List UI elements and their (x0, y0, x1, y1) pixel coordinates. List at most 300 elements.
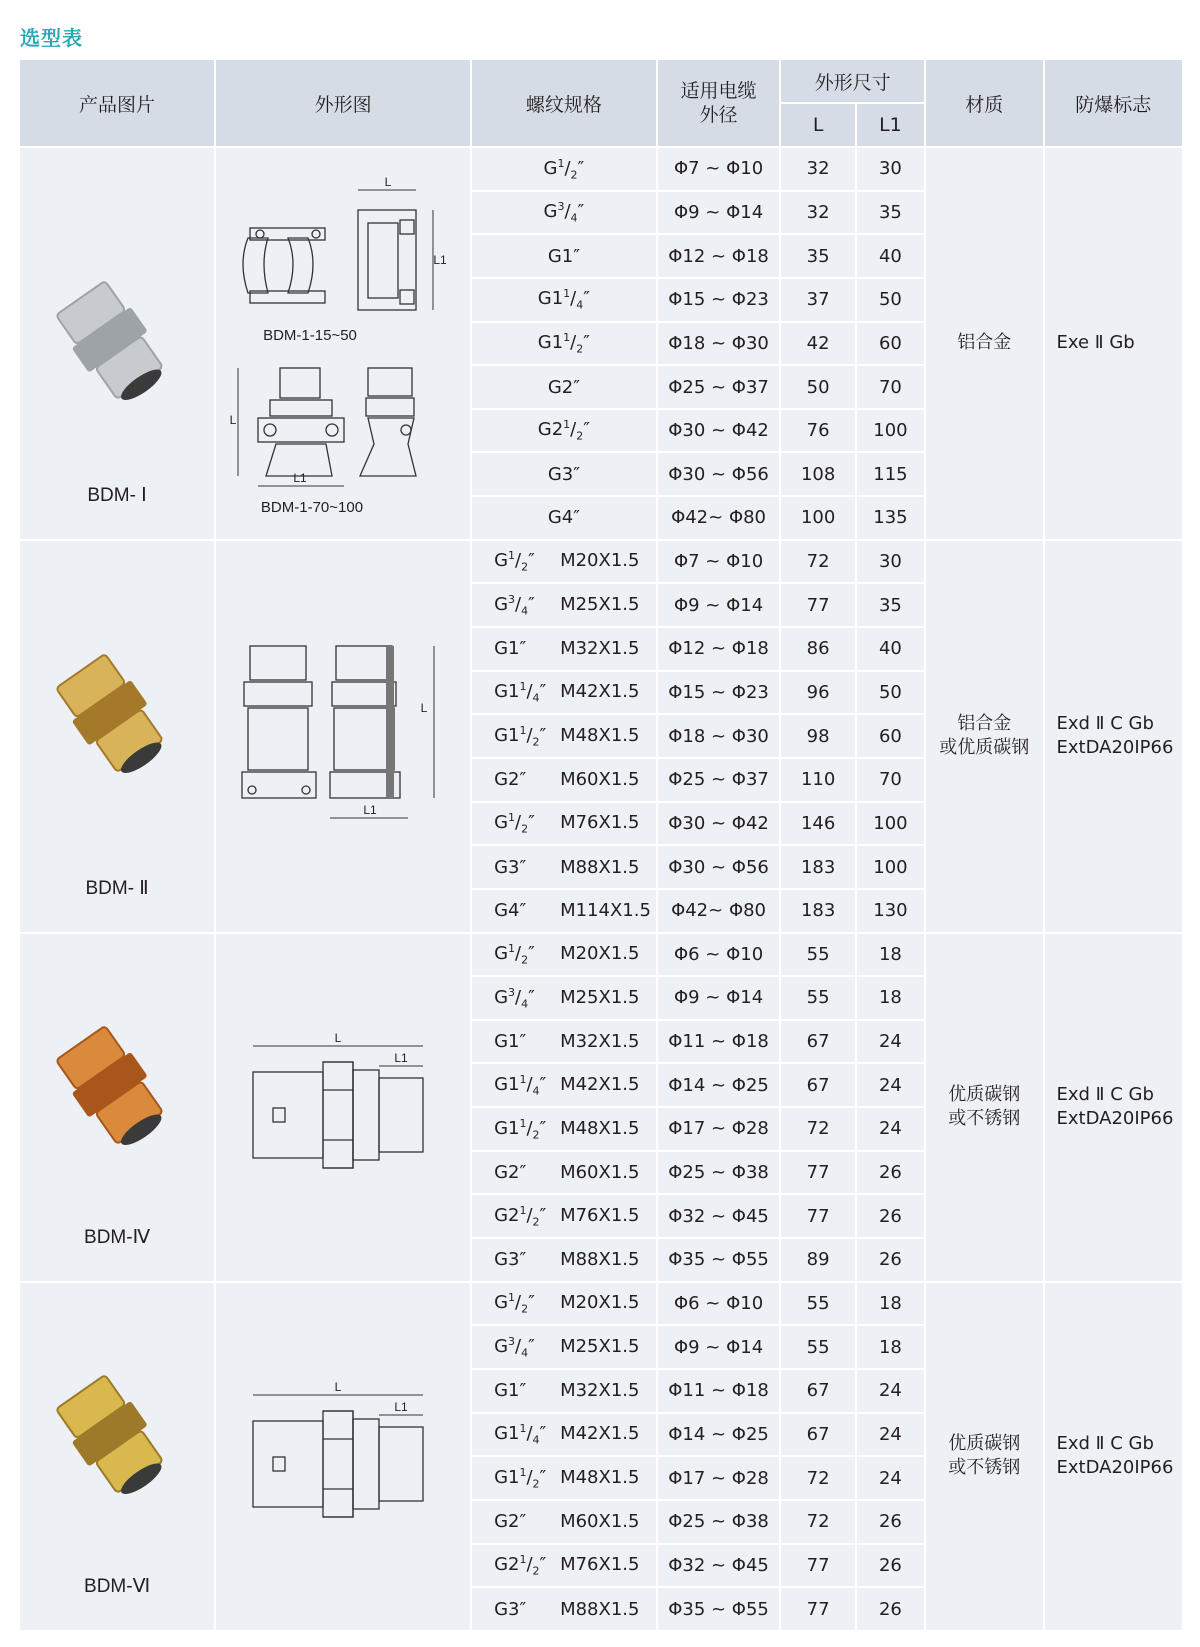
ex-mark-line: Exe Ⅱ Gb (1056, 332, 1135, 354)
thread-slash: / (526, 724, 533, 746)
outline-cell (216, 541, 470, 934)
thread-slash: / (526, 1423, 533, 1445)
product-cell (20, 148, 214, 541)
dim-L1-cell: 60 (857, 715, 924, 759)
thread-cell (472, 366, 656, 410)
dim-L-cell: 67 (781, 1064, 854, 1108)
dim-L1-cell: 24 (857, 1108, 924, 1152)
thread-imperial (472, 331, 656, 356)
thread-imperial (472, 377, 656, 398)
material-cell (926, 1283, 1042, 1632)
dim-L1-cell: 26 (857, 1501, 924, 1545)
thread-metric: M25X1.5 (560, 1335, 640, 1357)
cable-od-cell: Φ25 ~ Φ37 (658, 759, 780, 803)
thread-metric: M88X1.5 (560, 1249, 640, 1271)
page-title: 选型表 (20, 26, 83, 50)
dim-L-cell: 55 (781, 977, 854, 1021)
product-cell (20, 934, 214, 1283)
thread-slash: / (515, 943, 522, 965)
ex-mark-cell (1045, 541, 1183, 934)
dim-L1-cell: 40 (857, 628, 924, 672)
dim-L-cell: 35 (781, 235, 854, 279)
thread-metric: M32X1.5 (560, 1380, 640, 1402)
cable-od-cell: Φ9 ~ Φ14 (658, 1326, 780, 1370)
thread-cell (472, 279, 656, 323)
header-outline: 外形图 (216, 60, 470, 148)
cable-od-cell: Φ11 ~ Φ18 (658, 1021, 780, 1065)
thread-numerator: 1 (557, 156, 565, 170)
thread-imperial (472, 287, 656, 312)
thread-denominator: 2 (576, 429, 584, 443)
ex-mark-cell (1045, 934, 1183, 1283)
thread-base: G (494, 593, 509, 615)
dim-L-cell: 96 (781, 672, 854, 716)
thread-inch-mark: ″ (528, 986, 535, 1008)
table-row (20, 541, 1182, 585)
ex-mark-cell (1045, 148, 1183, 541)
cable-od-cell: Φ17 ~ Φ28 (658, 1457, 780, 1501)
thread-cell (472, 1152, 656, 1196)
thread-numerator: 1 (519, 1465, 527, 1479)
thread-metric: M76X1.5 (560, 812, 640, 834)
dim-L-cell: 146 (781, 803, 854, 847)
product-name: BDM-Ⅵ (84, 1576, 151, 1598)
thread-base: G2″ (547, 376, 580, 398)
dim-L-cell: 55 (781, 1326, 854, 1370)
thread-slash: / (526, 1117, 533, 1139)
drawing-label: L1 (394, 1051, 408, 1066)
thread-base: G3″ (494, 856, 527, 878)
thread-base: G (494, 1335, 509, 1357)
dim-L1-cell: 26 (857, 1195, 924, 1239)
thread-numerator: 1 (519, 680, 527, 694)
outline-drawing (243, 1032, 443, 1182)
drawing-label: BDM-1-70~100 (261, 499, 364, 517)
cable-od-cell: Φ32 ~ Φ45 (658, 1545, 780, 1589)
thread-imperial (472, 1291, 560, 1316)
material-cell (926, 541, 1042, 934)
cable-od-cell: Φ35 ~ Φ55 (658, 1588, 780, 1632)
thread-imperial (472, 1117, 560, 1142)
thread-cell (472, 1064, 656, 1108)
dim-L-cell: 108 (781, 453, 854, 497)
thread-slash: / (526, 1204, 533, 1226)
thread-imperial (472, 900, 560, 921)
thread-imperial (472, 157, 656, 182)
cable-od-cell: Φ32 ~ Φ45 (658, 1195, 780, 1239)
dim-L1-cell: 30 (857, 148, 924, 192)
thread-inch-mark: ″ (583, 419, 590, 441)
dim-L1-cell: 135 (857, 497, 924, 541)
cable-od-cell: Φ7 ~ Φ10 (658, 148, 780, 192)
thread-inch-mark: ″ (539, 681, 547, 703)
cable-od-cell: Φ14 ~ Φ25 (658, 1414, 780, 1458)
thread-metric: M114X1.5 (560, 900, 651, 922)
dim-L1-cell: 24 (857, 1414, 924, 1458)
dim-L1-cell: 70 (857, 366, 924, 410)
thread-metric: M32X1.5 (560, 638, 640, 660)
thread-inch-mark: ″ (539, 1554, 547, 1576)
thread-imperial (472, 1599, 560, 1620)
thread-base: G (494, 812, 509, 834)
thread-denominator: 4 (576, 299, 584, 313)
thread-cell (472, 584, 656, 628)
thread-metric: M42X1.5 (560, 1423, 640, 1445)
header-L: L (781, 104, 854, 148)
dim-L1-cell: 40 (857, 235, 924, 279)
thread-numerator: 1 (508, 549, 516, 563)
cable-od-cell: Φ25 ~ Φ37 (658, 366, 780, 410)
thread-denominator: 2 (570, 168, 578, 182)
thread-inch-mark: ″ (539, 1466, 547, 1488)
cable-od-cell: Φ12 ~ Φ18 (658, 235, 780, 279)
cable-od-cell: Φ42~ Φ80 (658, 890, 780, 934)
thread-metric: M32X1.5 (560, 1031, 640, 1053)
product-cell (20, 541, 214, 934)
thread-cell (472, 977, 656, 1021)
thread-base: G1 (494, 1466, 520, 1488)
thread-metric: M42X1.5 (560, 1073, 640, 1095)
thread-base: G1 (537, 332, 564, 354)
thread-base: G2″ (494, 1511, 527, 1533)
thread-slash: / (515, 1292, 522, 1314)
thread-inch-mark: ″ (539, 1117, 547, 1139)
thread-base: G4″ (494, 900, 527, 922)
thread-metric: M20X1.5 (560, 943, 640, 965)
thread-base: G3″ (494, 1249, 527, 1271)
thread-slash: / (515, 812, 522, 834)
header-product-image: 产品图片 (20, 60, 214, 148)
thread-metric: M76X1.5 (560, 1204, 640, 1226)
thread-imperial (472, 200, 656, 225)
material-line: 或优质碳钢 (939, 737, 1030, 759)
ex-mark-line: Exd Ⅱ C Gb (1056, 1433, 1154, 1455)
thread-base: G (494, 986, 509, 1008)
thread-denominator: 4 (521, 997, 529, 1011)
cable-od-cell: Φ18 ~ Φ30 (658, 323, 780, 367)
dim-L-cell: 76 (781, 410, 854, 454)
dim-L1-cell: 18 (857, 1283, 924, 1327)
cable-od-cell: Φ30 ~ Φ42 (658, 410, 780, 454)
thread-denominator: 2 (576, 342, 584, 356)
thread-metric: M20X1.5 (560, 1292, 640, 1314)
thread-imperial (472, 1335, 560, 1360)
dim-L1-cell: 26 (857, 1588, 924, 1632)
thread-slash: / (526, 1554, 533, 1576)
dim-L1-cell: 30 (857, 541, 924, 585)
dim-L-cell: 77 (781, 1152, 854, 1196)
header-thread: 螺纹规格 (472, 60, 656, 148)
dim-L1-cell: 60 (857, 323, 924, 367)
cable-od-cell: Φ18 ~ Φ30 (658, 715, 780, 759)
dim-L1-cell: 70 (857, 759, 924, 803)
thread-numerator: 3 (508, 1334, 516, 1348)
dim-L-cell: 77 (781, 1545, 854, 1589)
thread-denominator: 2 (521, 822, 529, 836)
thread-inch-mark: ″ (528, 550, 535, 572)
thread-denominator: 4 (521, 604, 529, 618)
thread-imperial (472, 246, 656, 267)
thread-base: G (543, 201, 558, 223)
dim-L1-cell: 26 (857, 1545, 924, 1589)
dim-L1-cell: 130 (857, 890, 924, 934)
dim-L-cell: 72 (781, 541, 854, 585)
outline-cell (216, 934, 470, 1283)
material-line: 铝合金 (957, 332, 1012, 354)
drawing-label: L (334, 1381, 342, 1395)
dim-L-cell: 110 (781, 759, 854, 803)
thread-numerator: 1 (563, 331, 571, 345)
thread-imperial (472, 507, 656, 528)
thread-inch-mark: ″ (577, 201, 585, 223)
thread-cell (472, 628, 656, 672)
ex-mark-line: ExtDA20IP66 (1056, 1457, 1174, 1479)
thread-cell (472, 1326, 656, 1370)
thread-base: G2″ (494, 1162, 527, 1184)
thread-base: G2 (494, 1204, 520, 1226)
thread-denominator: 2 (532, 1215, 540, 1229)
header-cable-od-line2: 外径 (699, 104, 738, 126)
cable-od-cell: Φ30 ~ Φ42 (658, 803, 780, 847)
thread-base: G2″ (494, 769, 527, 791)
thread-numerator: 1 (519, 723, 527, 737)
thread-cell (472, 453, 656, 497)
thread-inch-mark: ″ (539, 1073, 547, 1095)
thread-slash: / (526, 1466, 533, 1488)
thread-imperial (472, 942, 560, 967)
thread-slash: / (515, 593, 522, 615)
cable-od-cell: Φ35 ~ Φ55 (658, 1239, 780, 1283)
drawing-label: L (420, 701, 427, 716)
thread-cell (472, 1195, 656, 1239)
thread-denominator: 4 (532, 1084, 540, 1098)
product-name: BDM- Ⅱ (85, 877, 149, 899)
thread-slash: / (526, 681, 533, 703)
dim-L1-cell: 100 (857, 410, 924, 454)
thread-slash: / (515, 1335, 522, 1357)
product-photo (42, 1013, 182, 1163)
thread-denominator: 2 (532, 1564, 540, 1578)
thread-numerator: 1 (508, 1291, 516, 1305)
dim-L1-cell: 50 (857, 672, 924, 716)
cable-od-cell: Φ15 ~ Φ23 (658, 279, 780, 323)
header-cable-od-line1: 适用电缆 (680, 80, 757, 102)
thread-cell (472, 715, 656, 759)
dim-L1-cell: 35 (857, 192, 924, 236)
material-line: 或不锈钢 (948, 1457, 1021, 1479)
thread-slash: / (515, 550, 522, 572)
thread-cell (472, 1414, 656, 1458)
table-row (20, 934, 1182, 978)
thread-metric: M88X1.5 (560, 1598, 640, 1620)
thread-metric: M48X1.5 (560, 724, 640, 746)
product-name: BDM-Ⅳ (84, 1227, 151, 1249)
thread-imperial (472, 1380, 560, 1401)
product-wrap (20, 1292, 214, 1620)
thread-imperial (472, 1162, 560, 1183)
material-line: 优质碳钢 (948, 1084, 1021, 1106)
thread-slash: / (570, 332, 577, 354)
dim-L-cell: 67 (781, 1370, 854, 1414)
cable-od-cell: Φ25 ~ Φ38 (658, 1152, 780, 1196)
thread-base: G1 (494, 681, 520, 703)
thread-cell (472, 1545, 656, 1589)
thread-metric: M25X1.5 (560, 593, 640, 615)
header-cable-od (658, 60, 780, 148)
dim-L-cell: 55 (781, 934, 854, 978)
thread-inch-mark: ″ (539, 724, 547, 746)
thread-base: G3″ (547, 463, 580, 485)
thread-cell (472, 672, 656, 716)
thread-metric: M60X1.5 (560, 1511, 640, 1533)
thread-metric: M25X1.5 (560, 986, 640, 1008)
ex-mark-line: Exd Ⅱ C Gb (1056, 1084, 1154, 1106)
dim-L-cell: 55 (781, 1283, 854, 1327)
drawing-label: L (334, 1032, 342, 1046)
thread-cell (472, 1457, 656, 1501)
ex-mark-line: ExtDA20IP66 (1056, 737, 1174, 759)
thread-cell (472, 1021, 656, 1065)
thread-numerator: 1 (508, 811, 516, 825)
thread-imperial (472, 464, 656, 485)
drawing-label: L1 (394, 1400, 408, 1415)
thread-denominator: 2 (532, 1128, 540, 1142)
thread-base: G3″ (494, 1598, 527, 1620)
dim-L-cell: 67 (781, 1021, 854, 1065)
material-cell (926, 934, 1042, 1283)
thread-imperial (472, 418, 656, 443)
thread-slash: / (570, 288, 577, 310)
thread-inch-mark: ″ (539, 1204, 547, 1226)
cable-od-cell: Φ9 ~ Φ14 (658, 192, 780, 236)
product-wrap (20, 158, 214, 529)
dim-L1-cell: 24 (857, 1021, 924, 1065)
thread-denominator: 4 (570, 211, 578, 225)
dim-L-cell: 183 (781, 890, 854, 934)
drawing-label: L1 (293, 471, 307, 486)
thread-imperial (472, 986, 560, 1011)
dim-L-cell: 72 (781, 1108, 854, 1152)
cable-od-cell: Φ11 ~ Φ18 (658, 1370, 780, 1414)
product-photo (42, 641, 182, 791)
thread-imperial (472, 1511, 560, 1532)
table-body (20, 148, 1182, 1632)
dim-L1-cell: 26 (857, 1239, 924, 1283)
product-photo (42, 1362, 182, 1512)
thread-cell (472, 541, 656, 585)
product-wrap (20, 551, 214, 922)
dim-L-cell: 98 (781, 715, 854, 759)
thread-denominator: 2 (532, 735, 540, 749)
thread-numerator: 1 (519, 1553, 527, 1567)
dim-L1-cell: 24 (857, 1457, 924, 1501)
drawing-label: BDM-1-15~50 (263, 327, 357, 345)
outline-cell (216, 148, 470, 541)
dim-L1-cell: 100 (857, 846, 924, 890)
thread-slash: / (570, 419, 577, 441)
dim-L-cell: 67 (781, 1414, 854, 1458)
thread-imperial (472, 1249, 560, 1270)
thread-base: G1 (494, 724, 520, 746)
cable-od-cell: Φ17 ~ Φ28 (658, 1108, 780, 1152)
thread-denominator: 4 (532, 1433, 540, 1447)
thread-inch-mark: ″ (528, 1335, 535, 1357)
cable-od-cell: Φ30 ~ Φ56 (658, 846, 780, 890)
thread-imperial (472, 1466, 560, 1491)
thread-base: G (543, 157, 558, 179)
thread-imperial (472, 680, 560, 705)
dim-L-cell: 37 (781, 279, 854, 323)
dim-L1-cell: 50 (857, 279, 924, 323)
dim-L-cell: 72 (781, 1457, 854, 1501)
dim-L-cell: 183 (781, 846, 854, 890)
thread-base: G1″ (494, 1380, 527, 1402)
thread-imperial (472, 549, 560, 574)
cable-od-cell: Φ12 ~ Φ18 (658, 628, 780, 672)
thread-denominator: 4 (532, 691, 540, 705)
thread-numerator: 1 (519, 1422, 527, 1436)
thread-numerator: 3 (508, 592, 516, 606)
thread-imperial (472, 1031, 560, 1052)
dim-L-cell: 72 (781, 1501, 854, 1545)
thread-denominator: 2 (521, 560, 529, 574)
thread-imperial (472, 638, 560, 659)
ex-mark-cell (1045, 1283, 1183, 1632)
outline-drawing (243, 1381, 443, 1531)
thread-metric: M20X1.5 (560, 550, 640, 572)
thread-base: G1 (537, 288, 564, 310)
thread-metric: M60X1.5 (560, 1162, 640, 1184)
dim-L-cell: 89 (781, 1239, 854, 1283)
thread-cell (472, 934, 656, 978)
thread-base: G1″ (547, 245, 580, 267)
thread-numerator: 1 (519, 1072, 527, 1086)
thread-base: G (494, 1292, 509, 1314)
thread-cell (472, 192, 656, 236)
thread-numerator: 1 (563, 418, 571, 432)
dim-L-cell: 77 (781, 1588, 854, 1632)
thread-imperial (472, 811, 560, 836)
thread-numerator: 1 (519, 1116, 527, 1130)
product-name: BDM- Ⅰ (87, 484, 147, 506)
dim-L1-cell: 24 (857, 1064, 924, 1108)
ex-mark-line: Exd Ⅱ C Gb (1056, 713, 1154, 735)
outline-drawing (228, 168, 458, 518)
thread-inch-mark: ″ (539, 1423, 547, 1445)
thread-slash: / (564, 157, 571, 179)
dim-L1-cell: 18 (857, 977, 924, 1021)
thread-imperial (472, 593, 560, 618)
thread-metric: M48X1.5 (560, 1117, 640, 1139)
dim-L1-cell: 18 (857, 934, 924, 978)
drawing-label: L (384, 175, 392, 190)
thread-numerator: 3 (508, 985, 516, 999)
material-line: 优质碳钢 (948, 1433, 1021, 1455)
cable-od-cell: Φ14 ~ Φ25 (658, 1064, 780, 1108)
thread-inch-mark: ″ (583, 332, 590, 354)
material-line: 铝合金 (957, 713, 1012, 735)
thread-cell (472, 803, 656, 847)
table-row (20, 148, 1182, 192)
thread-base: G2 (494, 1554, 520, 1576)
thread-denominator: 4 (521, 1346, 529, 1360)
product-wrap (20, 943, 214, 1271)
thread-numerator: 1 (519, 1203, 527, 1217)
material-line: 或不锈钢 (948, 1108, 1021, 1130)
dim-L-cell: 86 (781, 628, 854, 672)
header-material: 材质 (926, 60, 1042, 148)
selection-table (18, 60, 1184, 1632)
